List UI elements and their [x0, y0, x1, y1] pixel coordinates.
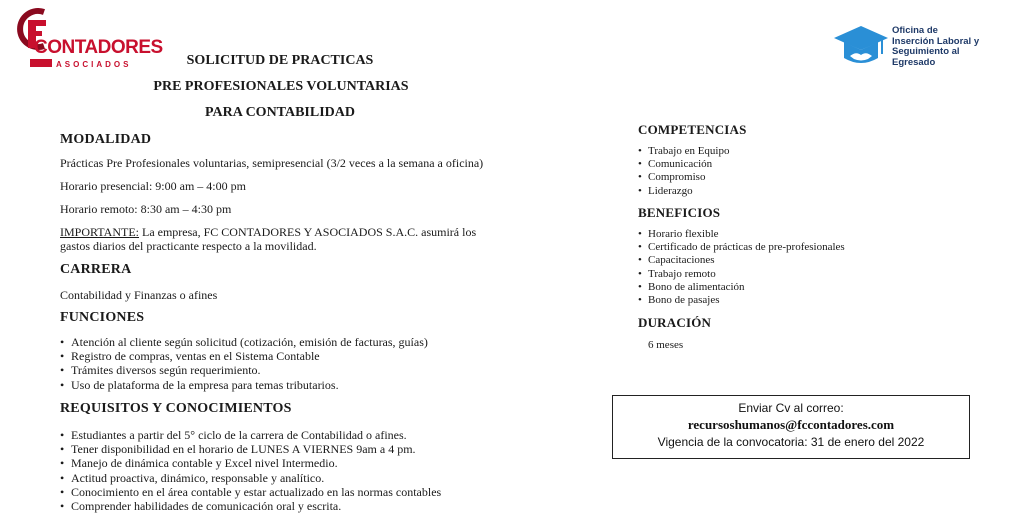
- beneficios-list: [638, 228, 845, 307]
- office-line: Inserción Laboral y: [892, 35, 980, 47]
- list-item: • Compromiso: [638, 171, 729, 184]
- important-text-2: gastos diarios del practicante respecto a la movilidad.: [60, 239, 317, 253]
- duracion-text: 6 meses: [648, 339, 684, 351]
- office-logo: [832, 24, 1002, 72]
- competencias-heading: COMPETENCIAS: [638, 122, 747, 137]
- modalidad-heading: MODALIDAD: [60, 132, 152, 147]
- competencias-list: [638, 145, 729, 198]
- office-line: Egresado: [892, 56, 936, 68]
- office-line: Seguimiento al: [892, 46, 960, 57]
- list-item: • Capacitaciones: [638, 254, 845, 267]
- logo-name: CONTADORES: [34, 37, 163, 58]
- title-line-3: PARA CONTABILIDAD: [205, 105, 355, 120]
- duracion-heading: DURACIÓN: [638, 315, 712, 330]
- carrera-heading: CARRERA: [60, 262, 132, 277]
- list-item: • Manejo de dinámica contable y Excel nivel Intermedio.: [60, 456, 441, 470]
- list-item: • Horario flexible: [638, 228, 845, 241]
- list-item: • Actitud proactiva, dinámico, responsable y analítico.: [60, 471, 441, 485]
- important-text-1: La empresa, FC CONTADORES Y ASOCIADOS S.A.C. asumirá los: [138, 225, 477, 239]
- funciones-heading: FUNCIONES: [60, 310, 145, 325]
- contact-intro: Enviar Cv al correo:: [738, 401, 844, 415]
- requisitos-list: [60, 428, 441, 513]
- carrera-text: Contabilidad y Finanzas o afines: [60, 288, 218, 302]
- contact-email[interactable]: recursoshumanos@fccontadores.com: [687, 417, 895, 432]
- list-item: • Comunicación: [638, 158, 729, 171]
- list-item: • Estudiantes a partir del 5° ciclo de la carrera de Contabilidad o afines.: [60, 428, 441, 442]
- office-name: [892, 26, 1007, 68]
- list-item: • Registro de compras, ventas en el Sistema Contable: [60, 349, 428, 363]
- title-line-1: SOLICITUD DE PRACTICAS: [186, 53, 374, 68]
- funciones-list: [60, 335, 428, 392]
- company-logo: [12, 8, 163, 70]
- contact-box: [612, 395, 970, 459]
- modalidad-text: Prácticas Pre Profesionales voluntarias, semipresencial (3/2 veces a la semana a oficina): [60, 156, 484, 170]
- title-line-2: PRE PROFESIONALES VOLUNTARIAS: [153, 79, 409, 94]
- list-item: • Conocimiento en el área contable y estar actualizado en las normas contables: [60, 485, 441, 499]
- list-item: • Comprender habilidades de comunicación oral y escrita.: [60, 499, 441, 513]
- list-item: • Liderazgo: [638, 185, 729, 198]
- logo-bar: [30, 59, 52, 67]
- list-item: • Trabajo en Equipo: [638, 145, 729, 158]
- list-item: • Atención al cliente según solicitud (cotización, emisión de facturas, guías): [60, 335, 428, 349]
- logo-sub: ASOCIADOS: [56, 60, 132, 69]
- deadline-text: Vigencia de la convocatoria: 31 de enero del 2022: [657, 435, 925, 449]
- list-item: • Certificado de prácticas de pre-profesionales: [638, 241, 845, 254]
- horario-remoto: Horario remoto: 8:30 am – 4:30 pm: [60, 202, 232, 216]
- important-note: [60, 225, 520, 253]
- office-line: Oficina de: [892, 25, 938, 36]
- list-item: • Trabajo remoto: [638, 268, 845, 281]
- important-label: IMPORTANTE:: [60, 225, 139, 239]
- list-item: • Trámites diversos según requerimiento.: [60, 363, 428, 377]
- list-item: • Bono de pasajes: [638, 294, 845, 307]
- horario-presencial: Horario presencial: 9:00 am – 4:00 pm: [60, 179, 246, 193]
- list-item: • Uso de plataforma de la empresa para temas tributarios.: [60, 378, 428, 392]
- list-item: • Tener disponibilidad en el horario de LUNES A VIERNES 9am a 4 pm.: [60, 442, 441, 456]
- graduation-cap-icon: [832, 24, 890, 70]
- list-item: • Bono de alimentación: [638, 281, 845, 294]
- requisitos-heading: REQUISITOS Y CONOCIMIENTOS: [60, 401, 292, 416]
- beneficios-heading: BENEFICIOS: [638, 205, 721, 220]
